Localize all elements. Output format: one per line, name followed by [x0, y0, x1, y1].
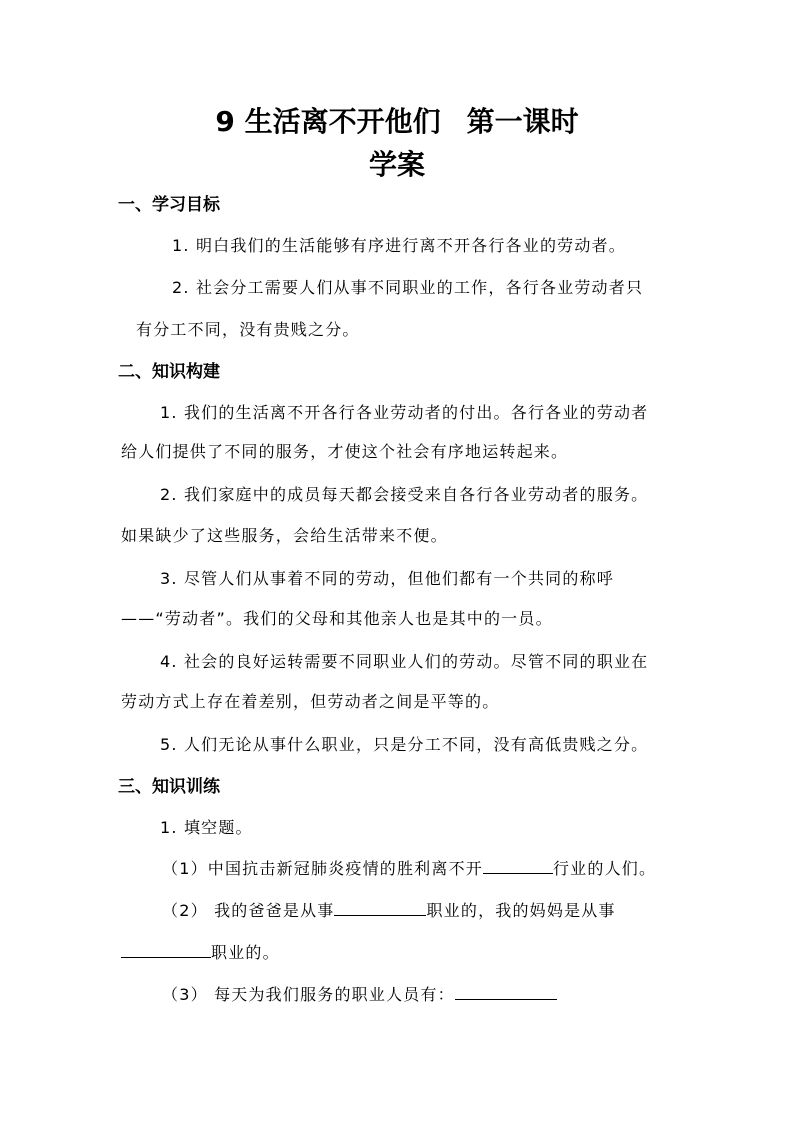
section-heading-goals: 一、学习目标 — [118, 195, 220, 215]
knowledge-point-5: 5. 人们无论从事什么职业，只是分工不同，没有高低贵贱之分。 — [160, 735, 649, 754]
exercise-q2-text-after: 职业的。 — [211, 943, 280, 962]
exercise-q3 — [162, 982, 557, 1005]
knowledge-point-1-line2: 给人们提供了不同的服务，才使这个社会有序地运转起来。 — [121, 442, 569, 461]
knowledge-point-1-line1: 1. 我们的生活离不开各行各业劳动者的付出。各行各业的劳动者 — [160, 403, 649, 422]
exercise-q1 — [162, 856, 656, 879]
exercise-q2-line2 — [121, 940, 280, 963]
exercise-q1-text-before: （1）中国抗击新冠肺炎疫情的胜利离不开 — [162, 859, 483, 878]
title-lesson: 第一课时 — [466, 105, 579, 138]
exercise-q3-blank[interactable] — [455, 985, 557, 1000]
goal-item-2-line1: 2. 社会分工需要人们从事不同职业的工作，各行各业劳动者只 — [172, 278, 644, 297]
section-heading-knowledge: 二、知识构建 — [118, 362, 220, 382]
exercise-q2-blank-father[interactable] — [334, 901, 426, 916]
knowledge-point-4-line2: 劳动方式上存在着差别，但劳动者之间是平等的。 — [121, 692, 500, 711]
exercise-q2-text-before: （2） 我的爸爸是从事 — [162, 901, 335, 920]
goal-item-1: 1. 明白我们的生活能够有序进行离不开各行各业的劳动者。 — [172, 236, 626, 255]
exercise-q2-text-middle: 职业的，我的妈妈是从事 — [426, 901, 616, 920]
knowledge-point-2-line1: 2. 我们家庭中的成员每天都会接受来自各行各业劳动者的服务。 — [160, 485, 649, 504]
page-title — [0, 100, 794, 140]
knowledge-point-2-line2: 如果缺少了这些服务，会给生活带来不便。 — [121, 526, 448, 545]
knowledge-point-3-line1: 3. 尽管人们从事着不同的劳动，但他们都有一个共同的称呼 — [160, 569, 614, 588]
exercise-q1-blank[interactable] — [483, 859, 553, 874]
knowledge-point-4-line1: 4. 社会的良好运转需要不同职业人们的劳动。尽管不同的职业在 — [160, 652, 649, 671]
page-subtitle: 学案 — [368, 148, 425, 181]
exercise-q2-line1 — [162, 898, 616, 921]
goal-item-2-line2: 有分工不同，没有贵贱之分。 — [136, 320, 360, 339]
exercise-q2-blank-mother[interactable] — [121, 943, 211, 958]
exercise-q1-text-after: 行业的人们。 — [552, 859, 657, 878]
exercise-q3-text-before: （3） 每天为我们服务的职业人员有： — [162, 985, 455, 1004]
title-main: 9 生活离不开他们 — [215, 105, 441, 138]
exercise-title: 1. 填空题。 — [160, 818, 253, 837]
knowledge-point-3-line2: ——“劳动者”。我们的父母和其他亲人也是其中的一员。 — [121, 609, 553, 628]
section-heading-practice: 三、知识训练 — [118, 777, 220, 797]
